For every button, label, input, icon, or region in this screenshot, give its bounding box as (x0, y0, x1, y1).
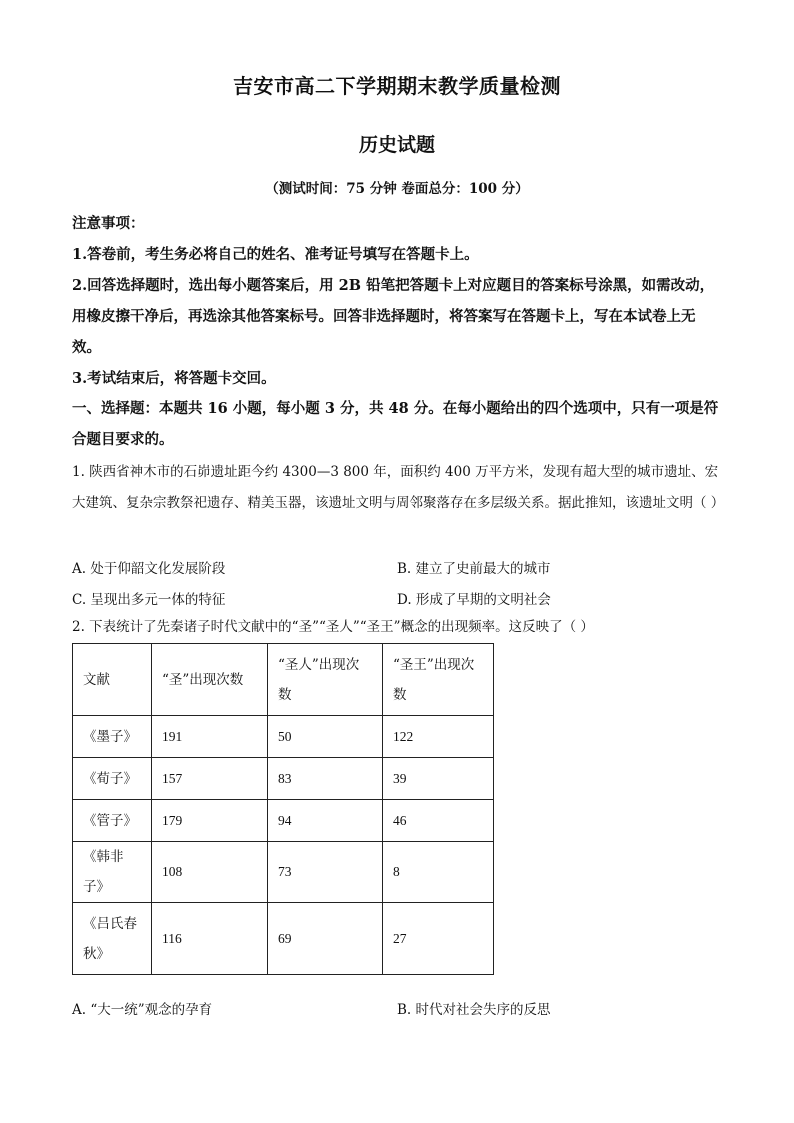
table-row (73, 800, 494, 842)
table-cell: 157 (152, 758, 268, 800)
table-cell: 《荀子》 (73, 758, 152, 800)
table-cell: 50 (268, 716, 383, 758)
table-header-cell: “圣王”出现次数 (383, 644, 494, 716)
table-cell: 8 (383, 842, 494, 903)
table-cell: 73 (268, 842, 383, 903)
table-cell: 39 (383, 758, 494, 800)
table-header-row (73, 644, 494, 716)
table-cell: 69 (268, 903, 383, 975)
table-cell: 116 (152, 903, 268, 975)
table-row (73, 716, 494, 758)
notice-item-2: 2.回答选择题时，选出每小题答案后，用 2B 铅笔把答题卡上对应题目的答案标号涂黑，如需改动，用橡皮擦干净后，再选涂其他答案标号。回答非选择题时，将答案写在答题卡上，写在本试卷上无效。 (72, 277, 715, 356)
table-cell: 《韩非子》 (73, 842, 152, 903)
q1-option-c: C. 呈现出多元一体的特征 (72, 592, 226, 608)
table-cell: 108 (152, 842, 268, 903)
notice-block (72, 208, 722, 394)
exam-info: （测试时间：75 分钟 卷面总分：100 分） (265, 181, 529, 197)
q1-option-b: B. 建立了史前最大的城市 (397, 561, 551, 577)
table-header-cell: “圣人”出现次数 (268, 644, 383, 716)
table-cell: 46 (383, 800, 494, 842)
section-heading: 一、选择题：本题共 16 小题，每小题 3 分，共 48 分。在每小题给出的四个选项中，只有一项是符合题目要求的。 (72, 400, 719, 448)
exam-subject: 历史试题 (358, 134, 435, 156)
notice-item-3: 3.考试结束后，将答题卡交回。 (72, 370, 276, 387)
table-cell: 122 (383, 716, 494, 758)
notice-heading: 注意事项： (72, 215, 145, 232)
question-2-stem: 2. 下表统计了先秦诸子时代文献中的“圣”“圣人”“圣王”概念的出现频率。这反映了（ ） (72, 619, 594, 635)
q1-option-a: A. 处于仰韶文化发展阶段 (72, 561, 226, 577)
table-row (73, 903, 494, 975)
q2-option-a: A. “大一统”观念的孕育 (72, 1002, 213, 1018)
table-cell: 《管子》 (73, 800, 152, 842)
exam-title: 吉安市高二下学期期末教学质量检测 (233, 74, 561, 98)
notice-item-1: 1.答卷前，考生务必将自己的姓名、准考证号填写在答题卡上。 (72, 246, 479, 263)
table-cell: 27 (383, 903, 494, 975)
q2-option-b: B. 时代对社会失序的反思 (397, 1002, 551, 1018)
table-cell: 《墨子》 (73, 716, 152, 758)
table-cell: 《吕氏春秋》 (73, 903, 152, 975)
table-row (73, 758, 494, 800)
table-row (73, 842, 494, 903)
table-cell: 83 (268, 758, 383, 800)
table-header-cell: 文献 (73, 644, 152, 716)
question-1-stem: 1. 陕西省神木市的石峁遗址距今约 4300—3 800 年，面积约 400 万平方米，发现有超大型的城市遗址、宏大建筑、复杂宗教祭祀遗存、精美玉器，该遗址文明与周邻聚落存在多层级关系。据此推知，该遗址文明（ ） (72, 464, 725, 511)
table-cell: 94 (268, 800, 383, 842)
frequency-table (72, 643, 494, 975)
table-cell: 179 (152, 800, 268, 842)
table-cell: 191 (152, 716, 268, 758)
q1-option-d: D. 形成了早期的文明社会 (397, 592, 551, 608)
table-header-cell: “圣”出现次数 (152, 644, 268, 716)
